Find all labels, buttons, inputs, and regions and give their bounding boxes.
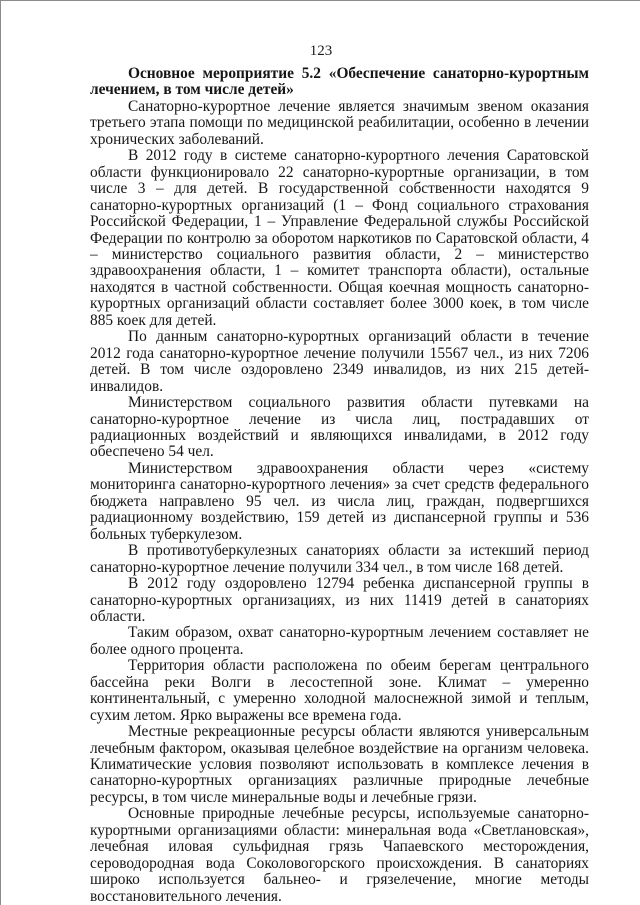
paragraph-recreational-resources: Местные рекреационные ресурсы области являются универсальным лечебным фактором, оказывая целебное воздействие на организм человека. Климатические условия позволяют использовать в комплексе лечения в санаторно-курортных организациях различные природные лечебные ресурсы, в том числе минеральные воды и лечебные грязи.: [90, 723, 589, 806]
paragraph-health-ministry: Министерством здравоохранения области через «систему мониторинга санаторно-курортного лечения» за счет средств федерального бюджета направлено 95 чел. из числа лиц, граждан, подвергшихся радиационному воздействию, 159 детей из диспансерной группы и 536 больных туберкулезом.: [90, 459, 589, 543]
page-number: 123: [309, 43, 333, 59]
paragraph-coverage: Таким образом, охват санаторно-курортным лечением составляет не более одного процента.: [90, 624, 589, 658]
paragraph-treatment-statistics: По данным санаторно-курортных организаций области в течение 2012 года санаторно-курортное лечение получили 15567 чел., из них 7206 детей. В том числе оздоровлено 2349 инвалидов, из них 215 детей-инвалидов.: [90, 328, 589, 395]
paragraph-territory-climate: Территория области расположена по обеим берегам центрального бассейна реки Волги в лесостепной зоне. Климат – умеренно континентальный, с умеренно холодной малоснежной зимой и теплым, сухим летом. Ярко выражены все времена года.: [90, 657, 589, 724]
document-body: [90, 66, 589, 905]
section-heading: Основное мероприятие 5.2 «Обеспечение санаторно-курортным лечением, в том числе детей»: [90, 65, 589, 99]
paragraph-intro: Санаторно-курортное лечение является значимым звеном оказания третьего этапа помощи по медицинской реабилитации, особенно в лечении хронических заболеваний.: [90, 97, 589, 148]
paragraph-social-development-ministry: Министерством социального развития области путевками на санаторно-курортное лечение из числа лиц, пострадавших от радиационных воздействий и являющихся инвалидами, в 2012 году обеспечено 54 чел.: [90, 394, 589, 461]
paragraph-organizations-2012: В 2012 году в системе санаторно-курортного лечения Саратовской области функционировало 22 санаторно-курортные организации, в том числе 3 – для детей. В государственной собственности находятся 9 санаторно-курортных организаций (1 – Фонд социального страхования Российской Федерации, 1 – Управление Федеральной службы Российской Федерации по контролю за оборотом наркотиков по Саратовской области, 4 – министерство социального развития области, 2 – министерство здравоохранения области, 1 – комитет транспорта области), остальные находятся в частной собственности. Общая коечная мощность санаторно-курортных организаций области составляет более 3000 коек, в том числе 885 коек для детей.: [90, 147, 589, 329]
paragraph-tuberculosis-sanatoriums: В противотуберкулезных санаториях области за истекший период санаторно-курортное лечение получили 334 чел., в том числе 168 детей.: [90, 542, 589, 576]
paragraph-natural-resources: Основные природные лечебные ресурсы, используемые санаторно-курортными организациями области: минеральная вода «Светлановская», лечебная иловая сульфидная грязь Чапаевского месторождения, сероводородная вода Соколовогорского происхождения. В санаториях широко используется бальнео- и грязелечение, многие методы восстановительного лечения.: [90, 805, 589, 905]
paragraph-children-recovery: В 2012 году оздоровлено 12794 ребенка диспансерной группы в санаторно-курортных организациях, из них 11419 детей в санаториях области.: [90, 575, 589, 625]
